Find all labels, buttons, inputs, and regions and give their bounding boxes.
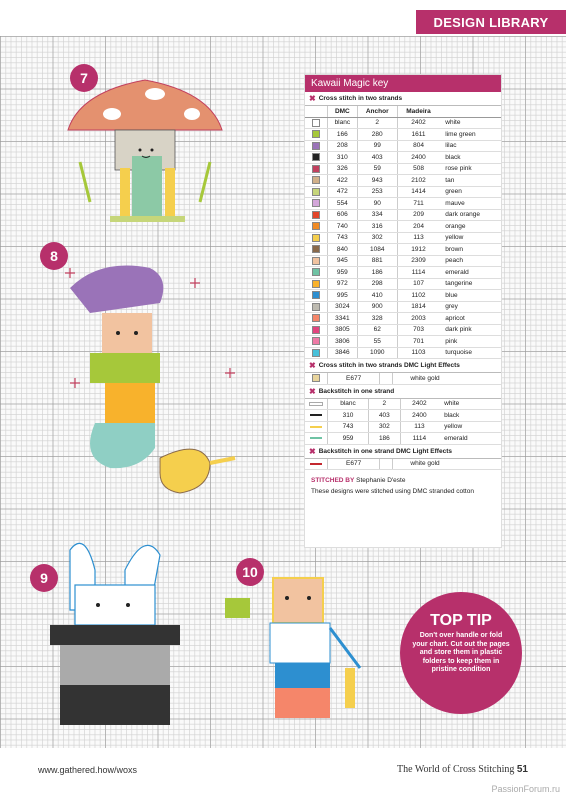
kawaii-magic-key	[304, 74, 502, 548]
key-section-cross-stitch: ✖ Cross stitch in two strands	[305, 92, 501, 106]
stitched-by: STITCHED BY Stephanie D'este	[311, 477, 406, 484]
stitch-symbol	[312, 130, 320, 138]
key-row	[305, 221, 501, 233]
key-cell-anchor: 302	[357, 232, 397, 244]
col-anchor: Anchor	[357, 106, 397, 117]
key-cell-name: emerald	[439, 267, 501, 279]
key-cell-dmc: 959	[328, 267, 358, 279]
stitch-symbol	[312, 245, 320, 253]
backstitch-swatch	[309, 402, 323, 406]
key-cell-dmc: 995	[328, 290, 358, 302]
key-row	[305, 232, 501, 244]
stitch-symbol	[312, 280, 320, 288]
key-cell-name: white gold	[404, 373, 501, 384]
stitch-symbol	[312, 314, 320, 322]
key-cell-madeira	[393, 373, 405, 384]
badge-8: 8	[40, 242, 68, 270]
key-cell-name: white gold	[404, 459, 501, 470]
key-row	[305, 347, 501, 359]
key-row	[305, 290, 501, 302]
key-cell-anchor	[380, 373, 393, 384]
stitch-symbol	[312, 199, 320, 207]
key-cell-anchor: 410	[357, 290, 397, 302]
badge-7: 7	[70, 64, 98, 92]
stitch-symbol	[312, 211, 320, 219]
key-cell-dmc: 3846	[328, 347, 358, 359]
key-cell-madeira: 107	[397, 278, 439, 290]
key-cell-name: tangerine	[439, 278, 501, 290]
key-cell-anchor: 403	[369, 410, 401, 422]
key-row	[305, 301, 501, 313]
stitch-symbol	[312, 337, 320, 345]
key-cell-madeira: 113	[400, 421, 438, 433]
backstitch-swatch	[310, 463, 322, 465]
key-row	[305, 129, 501, 141]
key-cell-anchor: 186	[369, 433, 401, 445]
key-cell-dmc: 740	[328, 221, 358, 233]
key-cell-anchor: 1084	[357, 244, 397, 256]
key-cell-dmc: 166	[328, 129, 358, 141]
key-cell-anchor: 90	[357, 198, 397, 210]
key-cell-name: peach	[439, 255, 501, 267]
key-cell-madeira: 1814	[397, 301, 439, 313]
cross-icon: ✖	[309, 446, 316, 456]
stitch-symbol	[312, 234, 320, 242]
key-row	[305, 410, 501, 422]
stitch-symbol	[312, 291, 320, 299]
col-dmc: DMC	[328, 106, 358, 117]
key-cell-dmc: 840	[328, 244, 358, 256]
key-cell-anchor: 1090	[357, 347, 397, 359]
key-cell-dmc: blanc	[328, 117, 358, 129]
key-cell-anchor: 99	[357, 140, 397, 152]
key-cell-anchor: 298	[357, 278, 397, 290]
key-cell-madeira: 711	[397, 198, 439, 210]
key-cell-madeira: 1912	[397, 244, 439, 256]
key-cell-anchor: 302	[369, 421, 401, 433]
key-cell-dmc: 208	[328, 140, 358, 152]
key-cell-name: pink	[439, 336, 501, 348]
key-cell-name: emerald	[438, 433, 501, 445]
page-footer	[0, 748, 566, 800]
key-cell-dmc: 743	[328, 421, 369, 433]
key-row	[305, 459, 501, 470]
key-row	[305, 336, 501, 348]
key-cell-dmc: 972	[328, 278, 358, 290]
key-cell-madeira: 2309	[397, 255, 439, 267]
key-cell-dmc: 3024	[328, 301, 358, 313]
key-table-light-effects	[305, 373, 501, 385]
key-cell-dmc: 326	[328, 163, 358, 175]
stitch-symbol	[312, 326, 320, 334]
key-cell-madeira: 1414	[397, 186, 439, 198]
key-cell-madeira: 2400	[400, 410, 438, 422]
key-cell-name: black	[439, 152, 501, 164]
key-cell-dmc: 606	[328, 209, 358, 221]
key-cell-anchor: 253	[357, 186, 397, 198]
key-cell-dmc: 945	[328, 255, 358, 267]
key-cell-anchor: 2	[357, 117, 397, 129]
key-cell-anchor: 943	[357, 175, 397, 187]
key-cell-anchor: 316	[357, 221, 397, 233]
key-cell-name: dark orange	[439, 209, 501, 221]
key-row	[305, 255, 501, 267]
key-cell-madeira: 204	[397, 221, 439, 233]
key-cell-anchor: 328	[357, 313, 397, 325]
key-cell-madeira: 701	[397, 336, 439, 348]
key-cell-madeira: 1103	[397, 347, 439, 359]
badge-10: 10	[236, 558, 264, 586]
key-cell-madeira: 1611	[397, 129, 439, 141]
key-cell-name: orange	[439, 221, 501, 233]
key-row	[305, 152, 501, 164]
key-row	[305, 373, 501, 384]
key-cell-anchor: 55	[357, 336, 397, 348]
rabbit-hat-motif	[50, 530, 190, 740]
key-row	[305, 163, 501, 175]
stitch-symbol	[312, 153, 320, 161]
key-cell-madeira: 2402	[400, 399, 438, 410]
key-cell-madeira: 508	[397, 163, 439, 175]
key-cell-madeira: 703	[397, 324, 439, 336]
backstitch-swatch	[310, 414, 322, 416]
watermark: PassionForum.ru	[491, 784, 560, 794]
stitch-symbol	[312, 303, 320, 311]
stitch-symbol	[312, 222, 320, 230]
key-cell-madeira: 113	[397, 232, 439, 244]
key-cell-anchor: 403	[357, 152, 397, 164]
key-cell-dmc: 310	[328, 152, 358, 164]
key-cell-name: apricot	[439, 313, 501, 325]
key-cell-madeira	[393, 459, 405, 470]
col-madeira: Madeira	[397, 106, 439, 117]
top-tip-title: TOP TIP	[430, 612, 492, 629]
stitch-symbol	[312, 142, 320, 150]
page-header	[0, 0, 566, 36]
key-title: Kawaii Magic key	[305, 75, 501, 92]
key-table-cross-stitch	[305, 106, 501, 359]
key-cell-anchor: 186	[357, 267, 397, 279]
key-cell-dmc: 422	[328, 175, 358, 187]
stitch-symbol	[312, 165, 320, 173]
key-cell-madeira: 1114	[397, 267, 439, 279]
magician-motif	[215, 568, 375, 738]
key-cell-name: black	[438, 410, 501, 422]
key-cell-anchor: 900	[357, 301, 397, 313]
key-row	[305, 198, 501, 210]
key-note: These designs were stitched using DMC stranded cotton	[311, 488, 474, 495]
footer-magazine: The World of Cross Stitching 51	[397, 764, 528, 775]
key-section-light-effects: ✖ Cross stitch in two strands DMC Light Effects	[305, 359, 501, 373]
key-cell-name: green	[439, 186, 501, 198]
key-cell-anchor: 62	[357, 324, 397, 336]
key-row	[305, 324, 501, 336]
stitch-symbol	[312, 188, 320, 196]
key-cell-madeira: 804	[397, 140, 439, 152]
key-cell-name: lilac	[439, 140, 501, 152]
key-table-backstitch-light	[305, 459, 501, 471]
top-tip-badge	[400, 592, 522, 714]
key-row	[305, 433, 501, 445]
key-section-backstitch: ✖ Backstitch in one strand	[305, 385, 501, 399]
key-row	[305, 267, 501, 279]
key-cell-anchor: 881	[357, 255, 397, 267]
key-cell-dmc: 959	[328, 433, 369, 445]
backstitch-swatch	[310, 437, 322, 439]
key-cell-name: white	[438, 399, 501, 410]
key-row	[305, 140, 501, 152]
key-cell-dmc: 3805	[328, 324, 358, 336]
key-cell-dmc: 554	[328, 198, 358, 210]
page-number: 51	[516, 764, 528, 775]
key-row	[305, 186, 501, 198]
key-cell-madeira: 2102	[397, 175, 439, 187]
backstitch-swatch	[310, 426, 322, 428]
key-table-backstitch	[305, 399, 501, 445]
key-cell-name: mauve	[439, 198, 501, 210]
key-row	[305, 209, 501, 221]
key-cell-dmc: 310	[328, 410, 369, 422]
key-cell-anchor	[380, 459, 393, 470]
key-cell-name: yellow	[439, 232, 501, 244]
badge-9: 9	[30, 564, 58, 592]
key-section-backstitch-light: ✖ Backstitch in one strand DMC Light Effects	[305, 445, 501, 459]
key-cell-dmc: 472	[328, 186, 358, 198]
cross-icon: ✖	[309, 386, 316, 396]
key-cell-madeira: 2400	[397, 152, 439, 164]
key-cell-anchor: 334	[357, 209, 397, 221]
key-cell-madeira: 2402	[397, 117, 439, 129]
top-tip-text: Don't over handle or fold your chart. Cut out the pages and store them in plastic folders to keep them in pristine condition	[412, 632, 510, 673]
key-cell-anchor: 59	[357, 163, 397, 175]
key-cell-name: turquoise	[439, 347, 501, 359]
key-cell-madeira: 2003	[397, 313, 439, 325]
key-cell-dmc: E677	[328, 459, 380, 470]
key-cell-name: lime green	[439, 129, 501, 141]
section-label: DESIGN LIBRARY	[416, 10, 566, 34]
key-cell-madeira: 1114	[400, 433, 438, 445]
key-cell-name: dark pink	[439, 324, 501, 336]
cross-icon: ✖	[309, 94, 316, 103]
key-cell-name: white	[439, 117, 501, 129]
key-row	[305, 399, 501, 410]
stitch-symbol	[312, 257, 320, 265]
key-row	[305, 421, 501, 433]
key-row	[305, 175, 501, 187]
key-cell-name: yellow	[438, 421, 501, 433]
key-cell-dmc: E677	[328, 373, 380, 384]
key-cell-name: grey	[439, 301, 501, 313]
key-cell-dmc: 3806	[328, 336, 358, 348]
stitch-symbol	[312, 268, 320, 276]
key-cell-dmc: blanc	[328, 399, 369, 410]
key-cell-name: blue	[439, 290, 501, 302]
stitch-symbol	[312, 176, 320, 184]
mushroom-house-motif	[60, 72, 230, 232]
key-cell-name: tan	[439, 175, 501, 187]
key-row	[305, 117, 501, 129]
key-row	[305, 244, 501, 256]
key-cell-anchor: 2	[369, 399, 401, 410]
genie-motif	[60, 258, 260, 508]
stitch-symbol	[312, 374, 320, 382]
footer-url[interactable]: www.gathered.how/woxs	[38, 765, 138, 775]
key-cell-dmc: 743	[328, 232, 358, 244]
stitch-symbol	[312, 119, 320, 127]
cross-icon: ✖	[309, 361, 316, 370]
key-cell-dmc: 3341	[328, 313, 358, 325]
key-cell-name: rose pink	[439, 163, 501, 175]
key-cell-anchor: 280	[357, 129, 397, 141]
key-row	[305, 313, 501, 325]
key-cell-madeira: 1102	[397, 290, 439, 302]
stitch-symbol	[312, 349, 320, 357]
key-cell-madeira: 209	[397, 209, 439, 221]
key-row	[305, 278, 501, 290]
key-cell-name: brown	[439, 244, 501, 256]
